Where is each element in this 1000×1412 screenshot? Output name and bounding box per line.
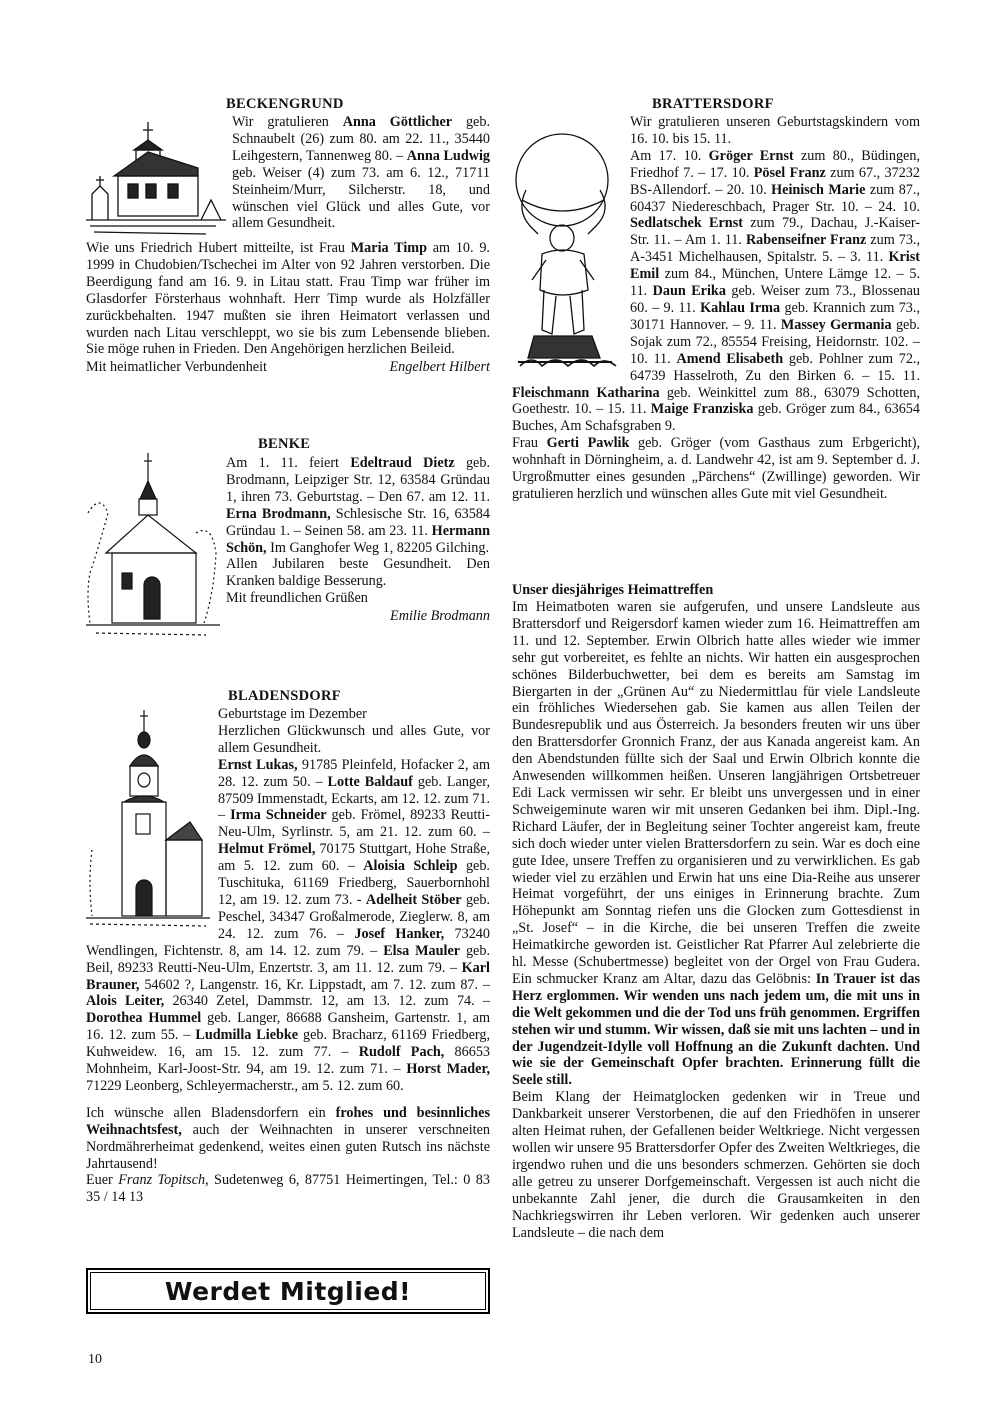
bold-name: Maria Timp [350,240,427,256]
closing-text: Mit heimatlicher Verbundenheit [86,359,267,376]
bold-name: Horst Mader, [406,1061,490,1078]
section-bladensdorf [86,688,490,1206]
church-tower-illustration [86,710,210,928]
section-heimattreffen [512,582,920,1241]
bold-name: Ludmilla Liebke [195,1027,299,1044]
sign-prefix: Euer [86,1172,119,1189]
membership-banner [86,1268,490,1314]
bold-name: Lotte Baldauf [327,773,413,790]
bold-name: Fleischmann Katharina [512,384,660,401]
brattersdorf-text: Wir gratulieren unseren Geburtstagskindern vom 16. 10. bis 15. 11. Am 17. 10. Gröger Ernst zum 80., Büdingen, Friedhof 7. – 17. 10. Pösel Franz zum 67., 37232 BS-Allendorf. – 20. 10. Heinisch Marie zum 87., 60437 Niedereschbach, Prager Str. 10. – 24. 10. Sedlatschek Ernst zum 79., Dachau, J.-Kaiser-Str. 11. – Am 1. 11. Rabenseifner Franz zum 73., A-3451 Michelhausen, Spitalstr. 5. – 3. 11. Krist Emil zum 84., München, Untere Lämge 12. – 5. 11. Daun Erika geb. Weiser zum 73., Blossenau 60. – 9. 11. Kahlau Irma geb. Krannich zum 73., 30171 Hannover. – 9. 11. Massey Germania geb. Sojak zum 72., 85554 Freising, Heidornstr. 102. – 10. 11. Amend Elisabeth geb. Pohlner zum 72., 64739 Hasselroth, Zu den Birken 6. – 15. 11. Fleischmann Katharina geb. Weinkittel zum 88., 63079 Schotten, Goethestr. 10. – 15. 11. Maige Franziska geb. Gröger zum 84., 63654 Buches, Am Schafsgraben 9. Frau Gerti Pawlik geb. Gröger (vom Gasthaus zum Erbgericht), wohnhaft in Dörningheim, a. d. Landwehr 42, ist am 9. September d. J. Urgroßmutter eines gesunden „Pärchens“ (Zwillinge) geworden. Wir gratulieren herzlich und wünschen alles Gute mit viel Gesundheit. [512,114,921,502]
bold-name: Adelheit Stöber [365,891,462,908]
heimattreffen-text: Im Heimatboten waren sie aufgerufen, und unsere Landsleute aus Brattersdorf und Reigersdorf kamen wieder zum 16. Heimattreffen am 11. und 12. September. Erwin Olbrich hatte alles wieder wie immer sehr gut vorbereitet, es fehlte an nichts. Wir hatten ein ausgesprochen schönes Bilderbuchwetter, bei dem es bereits am Samstag im Biergarten in der „Grünen Au“ zu Niedermittlau für viele Landsleute ein fröhliches Wiedersehen gab. Sie kamen aus allen Teilen der Bundesrepublik und aus Österreich. Ja besonders freuten wir uns über den Brattersdorfer Gronnich Franz, der aus Kanada angereist kam. An den Abendstunden füllte sich der Saal und Erwin Olbrich konnte die Anwesenden willkommen heißen. Unseren langjährigen Ortsbetreuer Edi Lack vermissen wir sehr. Er bleibt uns unvergessen und in einer Schweigeminute waren wir mit unseren Gedanken bei ihm. Dipl.-Ing. Richard Läufer, der in Begleitung seiner Tochter angereist kam, freute sich doch wieder unter vielen Brattersdorfern zu sein. War es doch eine gute Idee, unsere Treffen zu organisieren und zu verwirklichen. Es gab wieder viel zu erzählen und Erwin hat uns eine Dia-Reihe aus unserer Heimat vorgeführt, der uns einiges in Erinnerung brachte. Zum Höhepunkt am Sonntag riefen uns die Glocken zum Gottesdienst in „St. Josef“ – in die Kirche, die bei unseren Treffen die zweite Heimatkirche geworden ist. Geistlicher Rat Pfarrer Aul zelebrierte die hl. Messe (Schubertmesse) begleitet von der Orgel von Frau Gudera. Ein schmucker Kranz am Altar, dazu das Gelöbnis: In Trauer ist das Herz erglommen. Wir wenden uns nach jedem um, die mit uns in die Welt gekommen und die der Tod uns früh genommen. Ergriffen stehen wir und stumm. Wir wissen, daß sie mit uns lachten – und in der Jugendzeit-Idylle voll Hoffnung an die Zukunft dachten. Und wie sie der Gemeinschaft Opfer brachten. Erinnerung füllt die Seele still. Beim Klang der Heimatglocken gedenken wir in Treue und Dankbarkeit unserer Verstorbenen, die auf den Friedhöfen in unserer alten Heimat ruhen, der Gefallenen beider Weltkriege. Nicht vergessen wollen wir unsere 95 Brattersdorfer Opfer des Zweiten Weltkrieges, die irgendwo ruhen und die uns besonders schmerzen. Gehörten sie doch alle getreu zu unserer Dorfgemeinschaft. Vergessen ist auch nicht die unbekannte Zahl jener, die durch die Grausamkeiten in den Nachkriegswirren ihr Leben verloren. Wir gedenken auch unserer Landsleute – die nach dem [512,599,920,1241]
bold-name: In Trauer ist das Herz erglommen. Wir wenden uns nach jedem um, die mit uns in die Welt gekommen und die der Tod uns früh genommen. Ergriffen stehen wir und stumm. Wir wissen, daß sie mit uns lachten – und in der Jugendzeit-Idylle voll Hoffnung an die Zukunft dachten. Und wie sie der Gemeinschaft Opfer brachten. Erinnerung füllt die Seele still. [512,970,920,1089]
bold-name: Gröger Ernst [708,147,794,164]
chapel-illustration [86,453,220,643]
bold-name: Karl Brauner, [86,959,490,993]
section-title: BENKE [258,436,311,452]
bold-name: Maige Franziska [650,401,754,418]
bold-name: Kahlau Irma [700,299,781,316]
beckengrund-paragraph: Wie uns Friedrich Hubert mitteilte, ist Frau Maria Timp am 10. 9. 1999 in Chudobien/Tschechei im Alter von 92 Jahren verstorben. Die Beerdigung fand am 16. 9. in Litau statt. Frau Timp war früher im Glasdorfer Försterhaus wohnhaft. Herr Timp wurde als Holzfäller zurückbehalten. 1947 mußten sie ihren Heimatort verlassen und wurden nach Litau verschleppt, wo sie bis zum Lebensende blieben. Sie möge ruhen in Frieden. Den Angehörigen herzlichen Beileid. [86,240,490,358]
bold-name: frohes und besinnliches Weihnachtsfest, [86,1104,491,1138]
signature: Emilie Brodmann [390,608,490,625]
signature: Engelbert Hilbert [389,359,490,376]
bold-name: Helmut Frömel, [218,841,316,858]
section-beckengrund [86,96,490,376]
intro-line: Geburtstage im Dezember [218,706,367,722]
bladensdorf-wishes: Ich wünsche allen Bladensdorfern ein frohes und besinnliches Weihnachtsfest, auch der Weihnachten in unserer verschneiten Nordmährerheimat gedenkend, weites einen guten Rutsch ins nächste Jahrtausend! [86,1104,491,1172]
bold-name: Ernst Lukas, [218,756,298,773]
sign-address: Sudetenweg 6, 87751 Heimertingen, Tel.: 0 83 35 / 14 13 [86,1172,490,1206]
bold-name: Irma Schneider [230,807,327,824]
benke-wishes: Allen Jubilaren beste Gesundheit. Den Kranken baldige Besserung. [226,556,490,590]
bold-name: Amend Elisabeth [676,350,784,367]
section-title: BRATTERSDORF [652,96,774,112]
bold-name: Rudolf Pach, [358,1044,445,1061]
page-number: 10 [88,1352,102,1367]
bold-name: Dorothea Hummel [86,1010,202,1027]
bold-name: Daun Erika [652,283,726,300]
bladensdorf-birthdays: Ernst Lukas, 91785 Pleinfeld, Hofacker 2, am 28. 12. zum 50. – Lotte Baldauf geb. Langer, 87509 Immenstadt, Eckarts, am 12. 12. zum 71. – Irma Schneider geb. Frömel, 89233 Reutti-Neu-Ulm, Syrlinstr. 5, am 21. 12. zum 60. – Helmut Frömel, 70175 Stuttgart, Hohe Straße, am 5. 12. zum 60. – Aloisia Schleip geb. Tuschituka, 61169 Friedberg, Sauerbornhohl 12, am 19. 12. zum 73. - Adelheit Stöber geb. Peschel, 34347 Großalmerode, Zieglerw. 8, am 24. 12. zum 76. – Josef Hanker, 73240 Wendlingen, Fichtenstr. 8, am 14. 12. zum 79. – Elsa Mauler geb. Beil, 89233 Reutti-Neu-Ulm, Enzertstr. 3, am 11. 12. zum 79. – Karl Brauner, 54602 ?, Langenstr. 16, Kr. Lippstadt, am 7. 12. zum 87. – Alois Leiter, 26340 Zetel, Dammstr. 12, am 13. 12. zum 74. – Dorothea Hummel geb. Langer, 86688 Gansheim, Gartenstr. 1, am 16. 12. zum 55. – Ludmilla Liebke geb. Bracharz, 61169 Friedberg, Kuhweidew. 16, am 15. 12. zum 77. – Rudolf Pach, 86653 Mohnheim, Karl-Joost-Str. 94, am 19. 12. zum 71. – Horst Mader, 71229 Leonberg, Schleyermacherstr., am 5. 12. zum 60. [86,756,491,1094]
section-title: BLADENSDORF [228,688,341,704]
bold-name: Rabenseifner Franz [745,232,867,249]
section-title: Unser diesjähriges Heimattreffen [512,582,714,598]
bold-name: Sedlatschek Ernst [630,215,743,232]
bold-name: Anna Göttlicher [342,114,453,130]
bold-name: Anna Ludwig [406,147,490,164]
bold-name: Josef Hanker, [354,925,445,942]
section-brattersdorf [512,96,920,503]
bold-name: Elsa Mauler [383,942,461,959]
bold-name: Gerti Pawlik [546,435,630,452]
bold-name: Erna Brodmann, [226,505,331,522]
section-title: BECKENGRUND [226,96,344,112]
bladensdorf-signature-line [86,1172,490,1206]
bold-name: Aloisia Schleip [363,858,458,875]
beckengrund-wrap-text: Wir gratulieren Anna Göttlicher geb. Schnaubelt (26) zum 80. am 22. 11., 35440 Leihgestern, Tannenweg 80. – Anna Ludwig geb. Weiser (4) zum 73. am 6. 12., 71711 Steinheim/Murr, Silcherstr. 18, und wünschen viel Glück und alles Gute, vor allem Gesundheit. [232,114,490,232]
bold-name: Krist Emil [630,249,920,283]
bold-name: Heinisch Marie [771,181,866,198]
bold-name: Pösel Franz [753,164,826,181]
signature: Franz Topitsch, [118,1172,209,1189]
bold-name: Edeltraud Dietz [350,455,455,471]
closing-text: Mit freundlichen Grüßen [226,590,368,607]
banner-text: Werdet Mitglied! [164,1276,412,1306]
church-illustration [86,116,226,240]
statue-illustration [512,130,622,380]
intro-greeting: Herzlichen Glückwunsch und alles Gute, vor allem Gesundheit. [218,722,490,756]
benke-wrap-text: Am 1. 11. feiert Edeltraud Dietz geb. Brodmann, Leipziger Str. 12, 63584 Gründau 1, ihren 73. Geburtstag. – Den 67. am 12. 11. Erna Brodmann, Schlesische Str. 16, 63584 Gründau 1. – Seinen 58. am 23. 11. Hermann Schön, Im Ganghofer Weg 1, 82205 Gilching. [226,455,490,556]
bold-name: Massey Germania [780,316,892,333]
bold-name: Hermann Schön, [226,522,490,556]
section-benke [86,436,490,643]
bold-name: Alois Leiter, [86,993,165,1010]
